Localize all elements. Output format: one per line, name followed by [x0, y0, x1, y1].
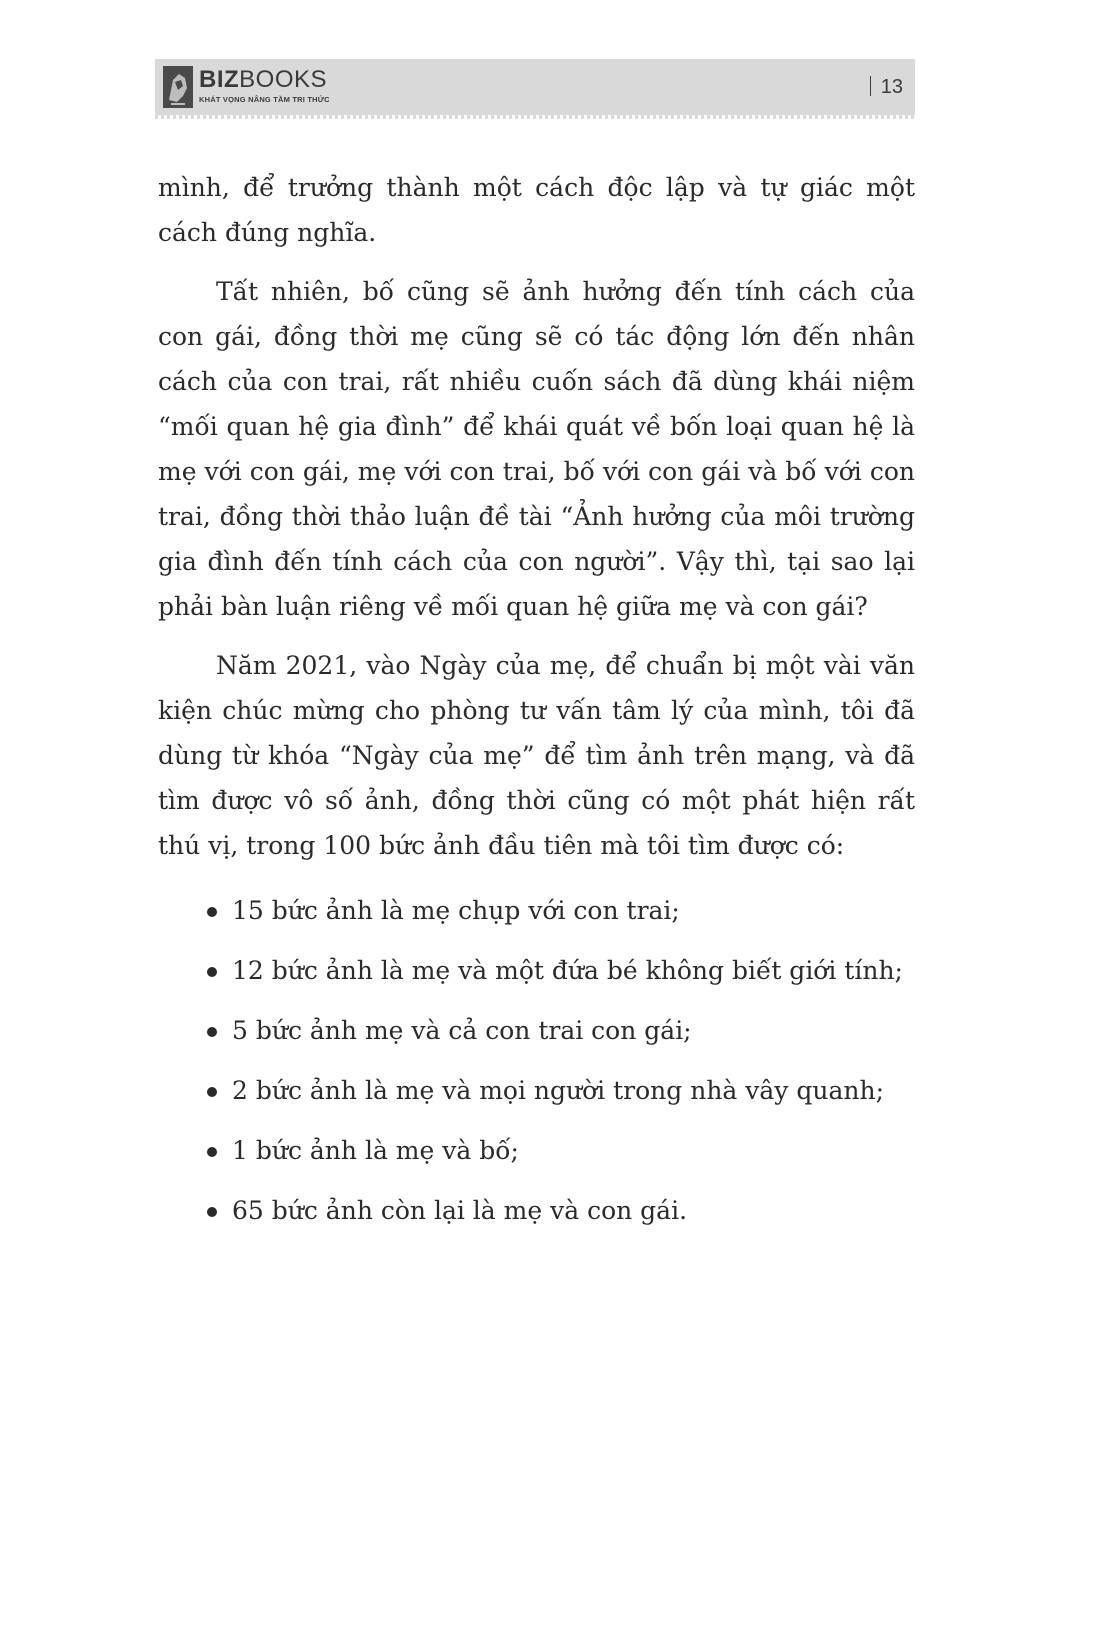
bullet-icon: [207, 1087, 217, 1097]
list-item: [158, 888, 915, 933]
brand-logo-text: [199, 67, 327, 93]
header-serrated-edge: [155, 115, 915, 119]
bullet-icon: [207, 1207, 217, 1217]
page-number-separator: [870, 76, 871, 96]
paragraph: Tất nhiên, bố cũng sẽ ảnh hưởng đến tính cách của con gái, đồng thời mẹ cũng sẽ có tác động lớn đến nhân cách của con trai, rất nhiều cuốn sách đã dùng khái niệm “mối quan hệ gia đình” để khái quát về bốn loại quan hệ là mẹ với con gái, mẹ với con trai, bố với con gái và bố với con trai, đồng thời thảo luận đề tài “Ảnh hưởng của môi trường gia đình đến tính cách của con người”. Vậy thì, tại sao lại phải bàn luận riêng về mối quan hệ giữa mẹ và con gái?: [158, 277, 915, 621]
list-item-text: 12 bức ảnh là mẹ và một đứa bé không biết giới tính;: [232, 956, 903, 985]
list-item-text: 65 bức ảnh còn lại là mẹ và con gái.: [232, 1196, 688, 1225]
paragraph-continuation: mình, để trưởng thành một cách độc lập và tự giác một cách đúng nghĩa.: [158, 173, 915, 247]
bullet-icon: [207, 1027, 217, 1037]
page-number: [870, 75, 903, 99]
list-item-text: 5 bức ảnh mẹ và cả con trai con gái;: [232, 1016, 692, 1045]
brand-biz: BIZ: [199, 66, 240, 93]
list-item: [158, 1008, 915, 1053]
bullet-list: [158, 888, 915, 1233]
list-item: [158, 1068, 915, 1113]
page-body: [158, 165, 915, 1248]
list-item-text: 2 bức ảnh là mẹ và mọi người trong nhà vây quanh;: [232, 1076, 885, 1105]
list-item: [158, 948, 915, 993]
bullet-icon: [207, 907, 217, 917]
paragraph: Năm 2021, vào Ngày của mẹ, để chuẩn bị một vài văn kiện chúc mừng cho phòng tư vấn tâm lý của mình, tôi đã dùng từ khóa “Ngày của mẹ” để tìm ảnh trên mạng, và đã tìm được vô số ảnh, đồng thời cũng có một phát hiện rất thú vị, trong 100 bức ảnh đầu tiên mà tôi tìm được có:: [158, 651, 915, 860]
bullet-icon: [207, 967, 217, 977]
page-number-value: 13: [880, 76, 903, 98]
list-item: [158, 1188, 915, 1233]
list-item-text: 15 bức ảnh là mẹ chụp với con trai;: [232, 896, 680, 925]
list-item-text: 1 bức ảnh là mẹ và bố;: [232, 1136, 519, 1165]
bullet-icon: [207, 1147, 217, 1157]
brand-books: BOOKS: [239, 66, 328, 93]
list-item: [158, 1128, 915, 1173]
brand-tagline: KHÁT VỌNG NÂNG TẦM TRI THỨC: [199, 95, 330, 104]
bizbooks-logo-icon: [163, 66, 193, 108]
page-header: [155, 59, 915, 115]
